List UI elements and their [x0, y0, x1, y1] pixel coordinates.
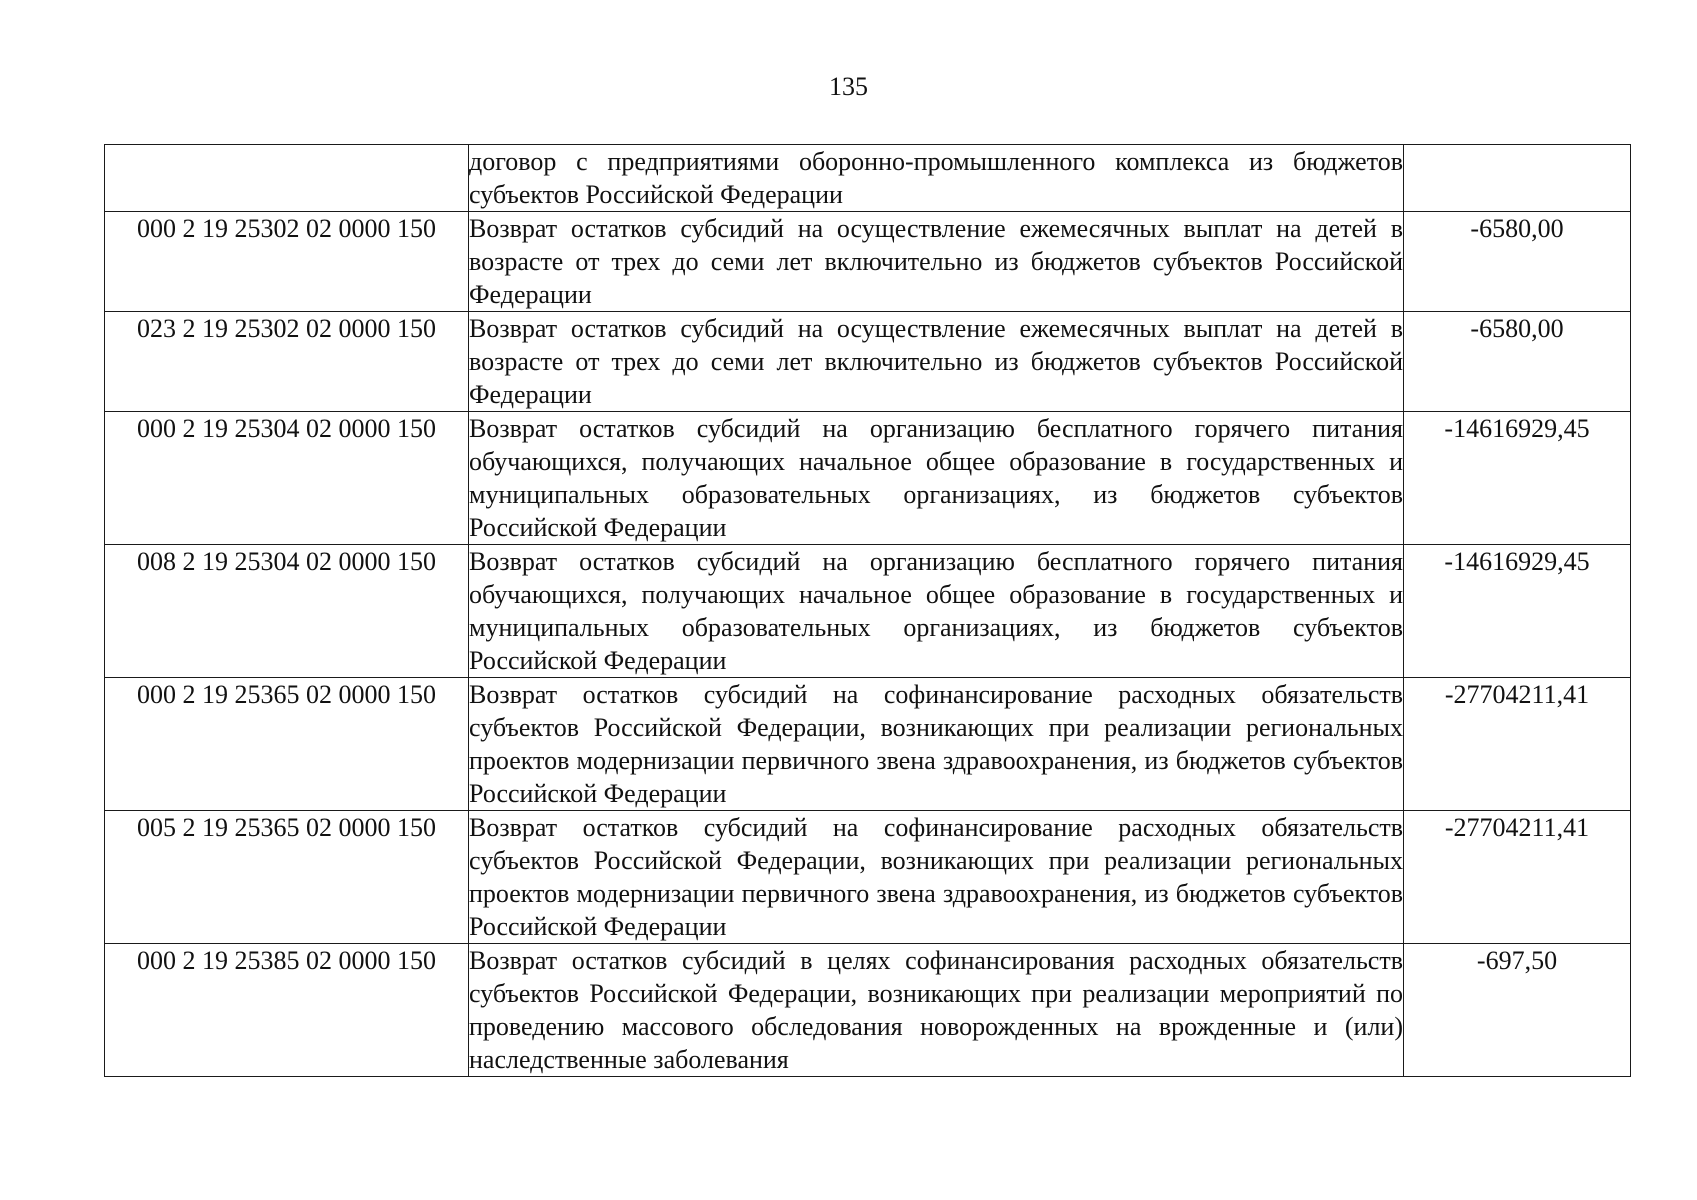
budget-code: 000 2 19 25365 02 0000 150: [105, 678, 469, 811]
table-row: [105, 212, 1631, 312]
row-description: Возврат остатков субсидий в целях софинансирования расходных обязательств субъектов Российской Федерации, возникающих при реализации мероприятий по проведению массового обследования новорожденных на врожденные и (или) наследственные заболевания: [469, 944, 1404, 1077]
row-amount: -14616929,45: [1404, 412, 1631, 545]
row-amount: -27704211,41: [1404, 811, 1631, 944]
budget-code: 000 2 19 25385 02 0000 150: [105, 944, 469, 1077]
row-description: Возврат остатков субсидий на организацию бесплатного горячего питания обучающихся, получающих начальное общее образование в государственных и муниципальных образовательных организациях, из бюджетов субъектов Российской Федерации: [469, 545, 1404, 678]
table-row: [105, 944, 1631, 1077]
budget-code: 000 2 19 25302 02 0000 150: [105, 212, 469, 312]
table-row: [105, 412, 1631, 545]
row-amount: [1404, 145, 1631, 212]
row-description: Возврат остатков субсидий на осуществление ежемесячных выплат на детей в возрасте от трех до семи лет включительно из бюджетов субъектов Российской Федерации: [469, 212, 1404, 312]
table-row: [105, 678, 1631, 811]
table-row: [105, 312, 1631, 412]
table-row: [105, 811, 1631, 944]
row-amount: -27704211,41: [1404, 678, 1631, 811]
row-amount: -6580,00: [1404, 212, 1631, 312]
budget-code: 005 2 19 25365 02 0000 150: [105, 811, 469, 944]
budget-code: [105, 145, 469, 212]
budget-code: 008 2 19 25304 02 0000 150: [105, 545, 469, 678]
table-row: [105, 545, 1631, 678]
row-description: Возврат остатков субсидий на софинансирование расходных обязательств субъектов Российской Федерации, возникающих при реализации региональных проектов модернизации первичного звена здравоохранения, из бюджетов субъектов Российской Федерации: [469, 811, 1404, 944]
row-description: Возврат остатков субсидий на осуществление ежемесячных выплат на детей в возрасте от трех до семи лет включительно из бюджетов субъектов Российской Федерации: [469, 312, 1404, 412]
row-description: договор с предприятиями оборонно-промышленного комплекса из бюджетов субъектов Российской Федерации: [469, 145, 1404, 212]
row-description: Возврат остатков субсидий на организацию бесплатного горячего питания обучающихся, получающих начальное общее образование в государственных и муниципальных образовательных организациях, из бюджетов субъектов Российской Федерации: [469, 412, 1404, 545]
table-row: [105, 145, 1631, 212]
row-description: Возврат остатков субсидий на софинансирование расходных обязательств субъектов Российской Федерации, возникающих при реализации региональных проектов модернизации первичного звена здравоохранения, из бюджетов субъектов Российской Федерации: [469, 678, 1404, 811]
budget-code: 000 2 19 25304 02 0000 150: [105, 412, 469, 545]
budget-code: 023 2 19 25302 02 0000 150: [105, 312, 469, 412]
page-number: 135: [829, 72, 868, 101]
row-amount: -697,50: [1404, 944, 1631, 1077]
budget-table: [104, 144, 1631, 1077]
row-amount: -14616929,45: [1404, 545, 1631, 678]
row-amount: -6580,00: [1404, 312, 1631, 412]
